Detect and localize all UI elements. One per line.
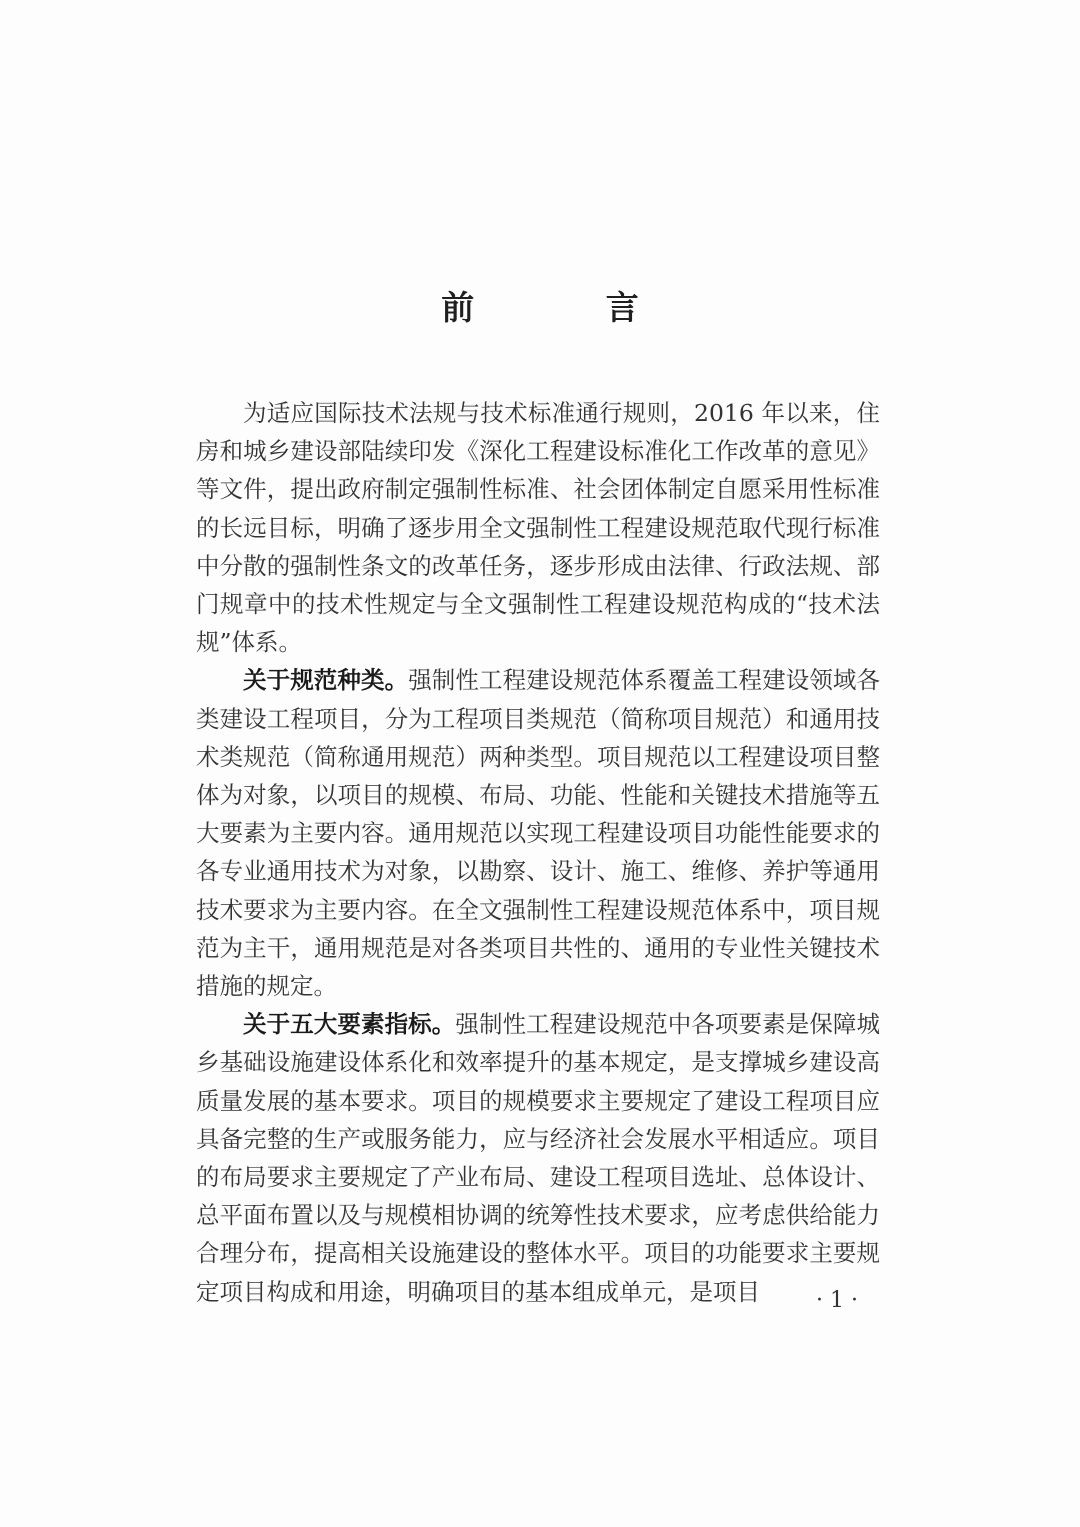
body-text bbox=[196, 394, 880, 1311]
paragraph-five-elements bbox=[196, 1005, 880, 1311]
paragraph-spec-types bbox=[196, 661, 880, 1005]
paragraph-lead: 关于规范种类。 bbox=[243, 666, 409, 695]
paragraph-text: 强制性工程建设规范体系覆盖工程建设领域各类建设工程项目，分为工程项目类规范（简称项目规范）和通用技术类规范（简称通用规范）两种类型。项目规范以工程建设项目整体为对象，以项目的规模、布局、功能、性能和关键技术措施等五大要素为主要内容。通用规范以实现工程建设项目功能性能要求的各专业通用技术为对象，以勘察、设计、施工、维修、养护等通用技术要求为主要内容。在全文强制性工程建设规范体系中，项目规范为主干，通用规范是对各类项目共性的、通用的专业性关键技术措施的规定。 bbox=[196, 666, 881, 1001]
paragraph-intro bbox=[196, 394, 880, 661]
page-number: · 1 · bbox=[816, 1288, 858, 1313]
page-title: 前 言 bbox=[441, 288, 699, 327]
paragraph-lead: 关于五大要素指标。 bbox=[243, 1010, 456, 1039]
paragraph-text: 强制性工程建设规范中各项要素是保障城乡基础设施建设体系化和效率提升的基本规定，是支撑城乡建设高质量发展的基本要求。项目的规模要求主要规定了建设工程项目应具备完整的生产或服务能力，应与经济社会发展水平相适应。项目的布局要求主要规定了产业布局、建设工程项目选址、总体设计、总平面布置以及与规模相协调的统筹性技术要求，应考虑供给能力合理分布，提高相关设施建设的整体水平。项目的功能要求主要规定项目构成和用途，明确项目的基本组成单元，是项目 bbox=[196, 1010, 881, 1306]
paragraph-text: 为适应国际技术法规与技术标准通行规则，2016 年以来，住房和城乡建设部陆续印发《深化工程建设标准化工作改革的意见》等文件，提出政府制定强制性标准、社会团体制定自愿采用性标准的长远目标，明确了逐步用全文强制性工程建设规范取代现行标准中分散的强制性条文的改革任务，逐步形成由法律、行政法规、部门规章中的技术性规定与全文强制性工程建设规范构成的“技术法规”体系。 bbox=[196, 399, 880, 657]
